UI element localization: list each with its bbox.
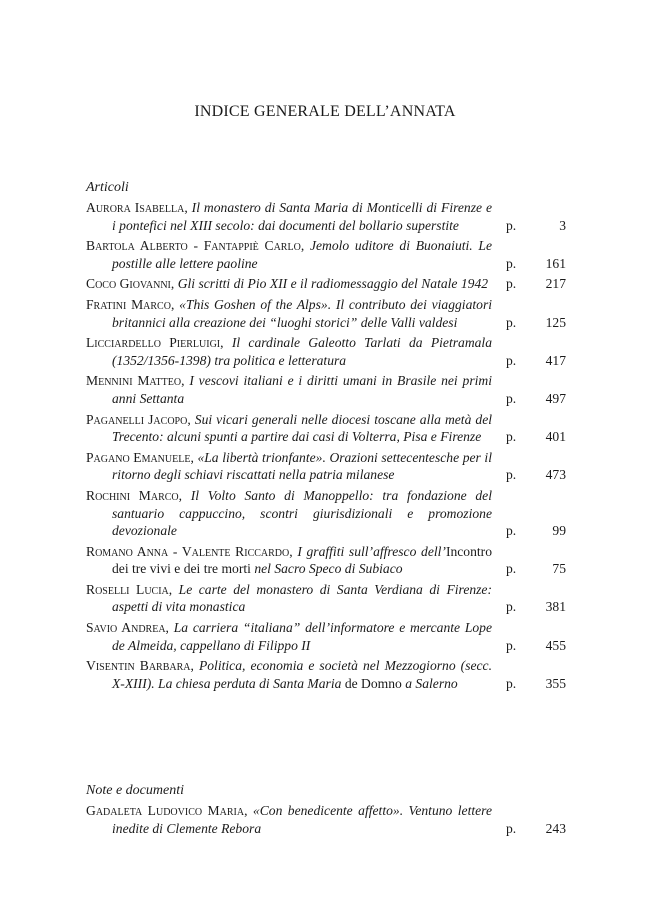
index-entry xyxy=(86,275,566,293)
entry-title-cont: a Salerno xyxy=(405,675,458,691)
index-entry xyxy=(86,619,566,654)
entry-title: Jemolo uditore di Buonaiuti. Le postille alle lettere paoline xyxy=(112,238,493,271)
entry-author: Savio Andrea xyxy=(86,620,166,636)
page-reference xyxy=(506,820,566,838)
entry-author: Fratini Marco xyxy=(86,296,171,312)
entry-text: Rochini Marco, Il Volto Santo di Manoppello: tra fondazione del santuario cappuccino, scontri giurisdizionali e promozione devozionale xyxy=(86,487,492,539)
entry-author: Mennini Matteo xyxy=(86,373,182,389)
entry-title: Gli scritti di Pio XII e il radiomessaggio del Natale 1942 xyxy=(177,276,489,292)
index-entry xyxy=(86,657,566,692)
page-reference xyxy=(506,560,566,578)
entry-text: Paganelli Jacopo, Sui vicari generali nelle diocesi toscane alla metà del Trecento: alcuni spunti a partire dai casi di Volterra, Pisa e Firenze xyxy=(86,411,493,445)
entry-text: Bartola Alberto - Fantappiè Carlo, Jemolo uditore di Buonaiuti. Le postille alle lettere paoline xyxy=(86,238,493,271)
section-label-note: Note e documenti xyxy=(86,783,184,798)
entry-author: Romano Anna - Valente Riccardo xyxy=(86,543,290,559)
index-entry xyxy=(86,543,566,578)
page-number: 3 xyxy=(559,217,566,233)
entry-title-cont: nel Sacro Speco di Subiaco xyxy=(250,561,403,577)
entry-author: Roselli Lucia xyxy=(86,581,169,597)
page-reference xyxy=(506,352,566,370)
entry-text: Visentin Barbara, Politica, economia e società nel Mezzogiorno (secc. X-XIII). La chiesa perduta di Santa Maria de Domno a Salerno xyxy=(86,658,492,691)
entry-author: Coco Giovanni xyxy=(86,276,171,292)
entry-title-roman: Incontro dei tre vivi e dei tre morti xyxy=(112,543,493,577)
index-entry xyxy=(86,581,566,616)
index-entry xyxy=(86,372,566,407)
index-entry xyxy=(86,802,566,837)
page-abbrev: p. xyxy=(506,276,517,292)
page-abbrev: p. xyxy=(506,675,517,691)
entry-title: La carriera “italiana” dell’informatore e mercante Lope de Almeida, cappellano di Filippo II xyxy=(112,620,493,653)
page-abbrev: p. xyxy=(506,314,517,330)
entry-author: Rochini Marco xyxy=(86,487,179,503)
entry-text: Pagano Emanuele, «La libertà trionfante». Orazioni settecentesche per il ritorno degli schiavi riscattati nella patria milanese xyxy=(86,449,492,483)
articoli-list xyxy=(86,199,566,695)
index-entry xyxy=(86,334,566,369)
entry-author: Gadaleta Ludovico Maria xyxy=(86,803,245,818)
page-reference xyxy=(506,466,566,484)
page-reference xyxy=(506,390,566,408)
page-number: 417 xyxy=(545,352,566,368)
index-entry xyxy=(86,199,566,234)
entry-title: Politica, economia e società nel Mezzogiorno (secc. X-XIII). La chiesa perduta di Santa Maria xyxy=(112,658,492,691)
entry-text: Roselli Lucia, Le carte del monastero di Santa Verdiana di Firenze: aspetti di vita monastica xyxy=(86,581,492,615)
entry-author: Pagano Emanuele xyxy=(86,449,191,465)
page-title: INDICE GENERALE DELL’ANNATA xyxy=(194,103,456,120)
entry-text: Savio Andrea, La carriera “italiana” dell’informatore e mercante Lope de Almeida, cappellano di Filippo II xyxy=(86,620,493,653)
entry-title: I graffiti sull’affresco dell’ xyxy=(297,543,446,559)
page-number: 217 xyxy=(545,276,566,292)
page-number: 75 xyxy=(552,561,566,577)
entry-text: Fratini Marco, «This Goshen of the Alps». Il contributo dei viaggiatori britannici alla creazione dei “luoghi storici” delle Valli valdesi xyxy=(86,296,493,330)
page-abbrev: p. xyxy=(506,255,517,271)
page-number: 161 xyxy=(545,255,566,271)
page-reference xyxy=(506,255,566,273)
entry-title: «Con benedicente affetto». Ventuno lettere inedite di Clemente Rebora xyxy=(112,803,492,836)
page-reference xyxy=(506,598,566,616)
entry-title: I vescovi italiani e i diritti umani in Brasile nei primi anni Settanta xyxy=(112,373,492,406)
page-number: 473 xyxy=(545,467,566,483)
entry-title-roman: de Domno xyxy=(341,675,406,691)
entry-text: Romano Anna - Valente Riccardo, I graffiti sull’affresco dell’Incontro dei tre vivi e dei tre morti nel Sacro Speco di Subiaco xyxy=(86,543,493,577)
section-label-articoli: Articoli xyxy=(86,180,129,195)
page-abbrev: p. xyxy=(506,523,517,539)
entry-title: Il Volto Santo di Manoppello: tra fondazione del santuario cappuccino, scontri giurisdizionali e promozione devozionale xyxy=(112,487,492,539)
page-number: 243 xyxy=(545,820,566,836)
page-abbrev: p. xyxy=(506,599,517,615)
page-reference xyxy=(506,275,566,293)
entry-text: Coco Giovanni, Gli scritti di Pio XII e il radiomessaggio del Natale 1942 xyxy=(86,276,489,292)
entry-title: Sui vicari generali nelle diocesi toscane alla metà del Trecento: alcuni spunti a partire dai casi di Volterra, Pisa e Firenze xyxy=(112,411,493,445)
page-number: 381 xyxy=(545,599,566,615)
entry-text: Licciardello Pierluigi, Il cardinale Galeotto Tarlati da Pietramala (1352/1356-1398) tra politica e letteratura xyxy=(86,335,493,368)
page-abbrev: p. xyxy=(506,637,517,653)
note-list xyxy=(86,802,566,840)
entry-author: Bartola Alberto - Fantappiè Carlo xyxy=(86,238,301,254)
entry-title: Le carte del monastero di Santa Verdiana di Firenze: aspetti di vita monastica xyxy=(112,581,492,615)
page-abbrev: p. xyxy=(506,217,517,233)
index-entry xyxy=(86,487,566,540)
page-number: 355 xyxy=(545,675,566,691)
entry-title: «This Goshen of the Alps». Il contributo dei viaggiatori britannici alla creazione dei “luoghi storici” delle Valli valdesi xyxy=(112,296,493,330)
page-reference xyxy=(506,675,566,693)
page-number: 99 xyxy=(552,523,566,539)
entry-author: Paganelli Jacopo xyxy=(86,411,188,427)
index-entry xyxy=(86,449,566,484)
page-reference xyxy=(506,637,566,655)
page-abbrev: p. xyxy=(506,429,517,445)
entry-author: Aurora Isabella xyxy=(86,200,185,215)
index-entry xyxy=(86,237,566,272)
page-number: 497 xyxy=(545,390,566,406)
page-number: 401 xyxy=(545,429,566,445)
entry-author: Visentin Barbara xyxy=(86,658,191,674)
page-number: 125 xyxy=(545,314,566,330)
index-entry xyxy=(86,411,566,446)
index-entry xyxy=(86,296,566,331)
entry-title: Il cardinale Galeotto Tarlati da Pietramala (1352/1356-1398) tra politica e letteratura xyxy=(112,335,493,368)
page-abbrev: p. xyxy=(506,390,517,406)
page-reference xyxy=(506,314,566,332)
page-abbrev: p. xyxy=(506,467,517,483)
entry-author: Licciardello Pierluigi xyxy=(86,335,221,351)
entry-title: «La libertà trionfante». Orazioni settecentesche per il ritorno degli schiavi riscattati nella patria milanese xyxy=(112,449,492,483)
page-reference xyxy=(506,217,566,235)
page-reference xyxy=(506,522,566,540)
entry-title: Il monastero di Santa Maria di Monticelli di Firenze e i pontefici nel XIII secolo: dai documenti del bollario superstite xyxy=(112,200,493,233)
entry-text: Gadaleta Ludovico Maria, «Con benedicente affetto». Ventuno lettere inedite di Clemente Rebora xyxy=(86,803,492,836)
page-abbrev: p. xyxy=(506,820,517,836)
page-number: 455 xyxy=(545,637,566,653)
page-abbrev: p. xyxy=(506,352,517,368)
entry-text: Mennini Matteo, I vescovi italiani e i diritti umani in Brasile nei primi anni Settanta xyxy=(86,373,492,406)
entry-text: Aurora Isabella, Il monastero di Santa Maria di Monticelli di Firenze e i pontefici nel XIII secolo: dai documenti del bollario superstite xyxy=(86,200,493,233)
page-abbrev: p. xyxy=(506,561,517,577)
page-reference xyxy=(506,428,566,446)
